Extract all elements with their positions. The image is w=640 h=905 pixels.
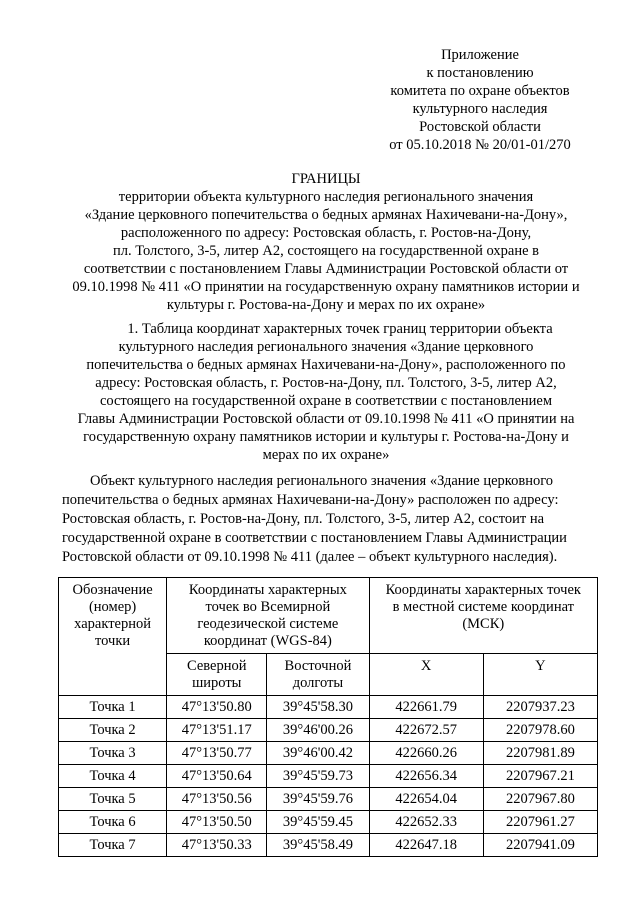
x-cell: 422656.34 — [369, 765, 483, 788]
appendix-line: к постановлению — [426, 65, 534, 81]
header-text: точек во Всемирной — [205, 599, 331, 615]
header-text: (МСК) — [462, 616, 505, 632]
section-line: Главы Администрации Ростовской области от 09.10.1998 № 411 «О принятии на — [77, 411, 575, 427]
point-name-cell: Точка 1 — [59, 696, 167, 719]
x-cell: 422661.79 — [369, 696, 483, 719]
section-line: государственную охрану памятников истории и культуры г. Ростова-на-Дону и — [83, 429, 569, 445]
header-text: долготы — [292, 675, 344, 691]
table-row — [59, 742, 598, 765]
y-cell: 2207978.60 — [483, 719, 597, 742]
section-line: попечительства о бедных армянах Нахичевани-на-Дону», расположенного по — [86, 357, 566, 373]
east-longitude-cell: 39°46'00.26 — [267, 719, 369, 742]
y-cell: 2207937.23 — [483, 696, 597, 719]
north-latitude-cell: 47°13'50.64 — [167, 765, 267, 788]
borders-line: культуры г. Ростова-на-Дону и мерах по их охране» — [166, 297, 486, 313]
appendix-line: от 05.10.2018 № 20/01-01/270 — [389, 137, 571, 153]
north-latitude-cell: 47°13'50.56 — [167, 788, 267, 811]
table-row — [59, 696, 598, 719]
section-line: 1. Таблица координат характерных точек границ территории объекта — [127, 321, 553, 337]
borders-description — [40, 188, 612, 314]
section-line: адресу: Ростовская область, г. Ростов-на-Дону, пл. Толстого, 3-5, литер А2, — [95, 375, 557, 391]
y-cell: 2207967.80 — [483, 788, 597, 811]
north-latitude-cell: 47°13'51.17 — [167, 719, 267, 742]
appendix-line: культурного наследия — [412, 101, 548, 117]
header-north-latitude — [167, 654, 267, 696]
point-name-cell: Точка 3 — [59, 742, 167, 765]
borders-line: пл. Толстого, 3-5, литер А2, состоящего на государственной охране в — [112, 243, 540, 259]
y-cell: 2207941.09 — [483, 834, 597, 857]
point-name-cell: Точка 4 — [59, 765, 167, 788]
header-east-longitude — [267, 654, 369, 696]
north-latitude-cell: 47°13'50.80 — [167, 696, 267, 719]
x-cell: 422652.33 — [369, 811, 483, 834]
header-msk — [369, 578, 597, 654]
appendix-header — [330, 46, 630, 154]
section-line: состоящего на государственной охране в соответствии с постановлением — [99, 393, 553, 409]
borders-line: расположенного по адресу: Ростовская область, г. Ростов-на-Дону, — [120, 225, 532, 241]
borders-line: 09.10.1998 № 411 «О принятии на государственную охрану памятников истории и — [72, 279, 580, 295]
point-name-cell: Точка 7 — [59, 834, 167, 857]
header-text: в местной системе координат — [392, 599, 574, 615]
header-text: координат (WGS-84) — [203, 633, 332, 649]
body-paragraph — [62, 472, 592, 567]
header-text: (номер) — [88, 599, 137, 615]
east-longitude-cell: 39°45'58.30 — [267, 696, 369, 719]
x-cell: 422647.18 — [369, 834, 483, 857]
header-text: Восточной — [284, 658, 352, 674]
borders-line: «Здание церковного попечительства о бедных армянах Нахичевани-на-Дону», — [84, 207, 568, 223]
table-row — [59, 788, 598, 811]
document-title: ГРАНИЦЫ — [291, 171, 361, 187]
x-cell: 422654.04 — [369, 788, 483, 811]
y-cell: 2207967.21 — [483, 765, 597, 788]
north-latitude-cell: 47°13'50.33 — [167, 834, 267, 857]
paragraph-line: Ростовской области от 09.10.1998 № 411 (далее – объект культурного наследия). — [62, 549, 558, 565]
table-header-row — [59, 578, 598, 654]
header-wgs84 — [167, 578, 369, 654]
appendix-line: Приложение — [441, 47, 519, 63]
table-row — [59, 719, 598, 742]
appendix-line: Ростовской области — [419, 119, 541, 135]
east-longitude-cell: 39°46'00.42 — [267, 742, 369, 765]
table-body — [59, 696, 598, 857]
paragraph-line: попечительства о бедных армянах Нахичевани-на-Дону» расположен по адресу: — [62, 492, 559, 508]
paragraph-line: государственной охране в соответствии с постановлением Главы Администрации — [62, 530, 567, 546]
header-text: Северной — [187, 658, 247, 674]
point-name-cell: Точка 6 — [59, 811, 167, 834]
header-text: точки — [95, 633, 131, 649]
north-latitude-cell: 47°13'50.77 — [167, 742, 267, 765]
x-cell: 422660.26 — [369, 742, 483, 765]
section-line: культурного наследия регионального значения «Здание церковного — [118, 339, 534, 355]
header-x: X — [369, 654, 483, 696]
point-name-cell: Точка 5 — [59, 788, 167, 811]
table-row — [59, 834, 598, 857]
borders-block — [40, 170, 612, 314]
north-latitude-cell: 47°13'50.50 — [167, 811, 267, 834]
header-designation — [59, 578, 167, 696]
section-heading — [40, 320, 612, 464]
header-y: Y — [483, 654, 597, 696]
borders-line: соответствии с постановлением Главы Администрации Ростовской области от — [83, 261, 569, 277]
x-cell: 422672.57 — [369, 719, 483, 742]
header-text: геодезической системе — [197, 616, 339, 632]
east-longitude-cell: 39°45'59.76 — [267, 788, 369, 811]
east-longitude-cell: 39°45'59.45 — [267, 811, 369, 834]
y-cell: 2207981.89 — [483, 742, 597, 765]
header-text: широты — [192, 675, 242, 691]
paragraph-line: Ростовская область, г. Ростов-на-Дону, пл. Толстого, 3-5, литер А2, состоит на — [62, 511, 545, 527]
header-text: Координаты характерных — [188, 582, 347, 598]
point-name-cell: Точка 2 — [59, 719, 167, 742]
table-row — [59, 765, 598, 788]
y-cell: 2207961.27 — [483, 811, 597, 834]
east-longitude-cell: 39°45'59.73 — [267, 765, 369, 788]
table-row — [59, 811, 598, 834]
paragraph-line: Объект культурного наследия регионального значения «Здание церковного — [90, 473, 554, 489]
header-text: характерной — [74, 616, 151, 632]
header-text: Обозначение — [72, 582, 153, 598]
header-text: Координаты характерных точек — [385, 582, 581, 598]
coordinates-table — [58, 577, 598, 857]
section-line: мерах по их охране» — [262, 447, 390, 463]
borders-line: территории объекта культурного наследия регионального значения — [118, 189, 534, 205]
east-longitude-cell: 39°45'58.49 — [267, 834, 369, 857]
appendix-line: комитета по охране объектов — [390, 83, 570, 99]
